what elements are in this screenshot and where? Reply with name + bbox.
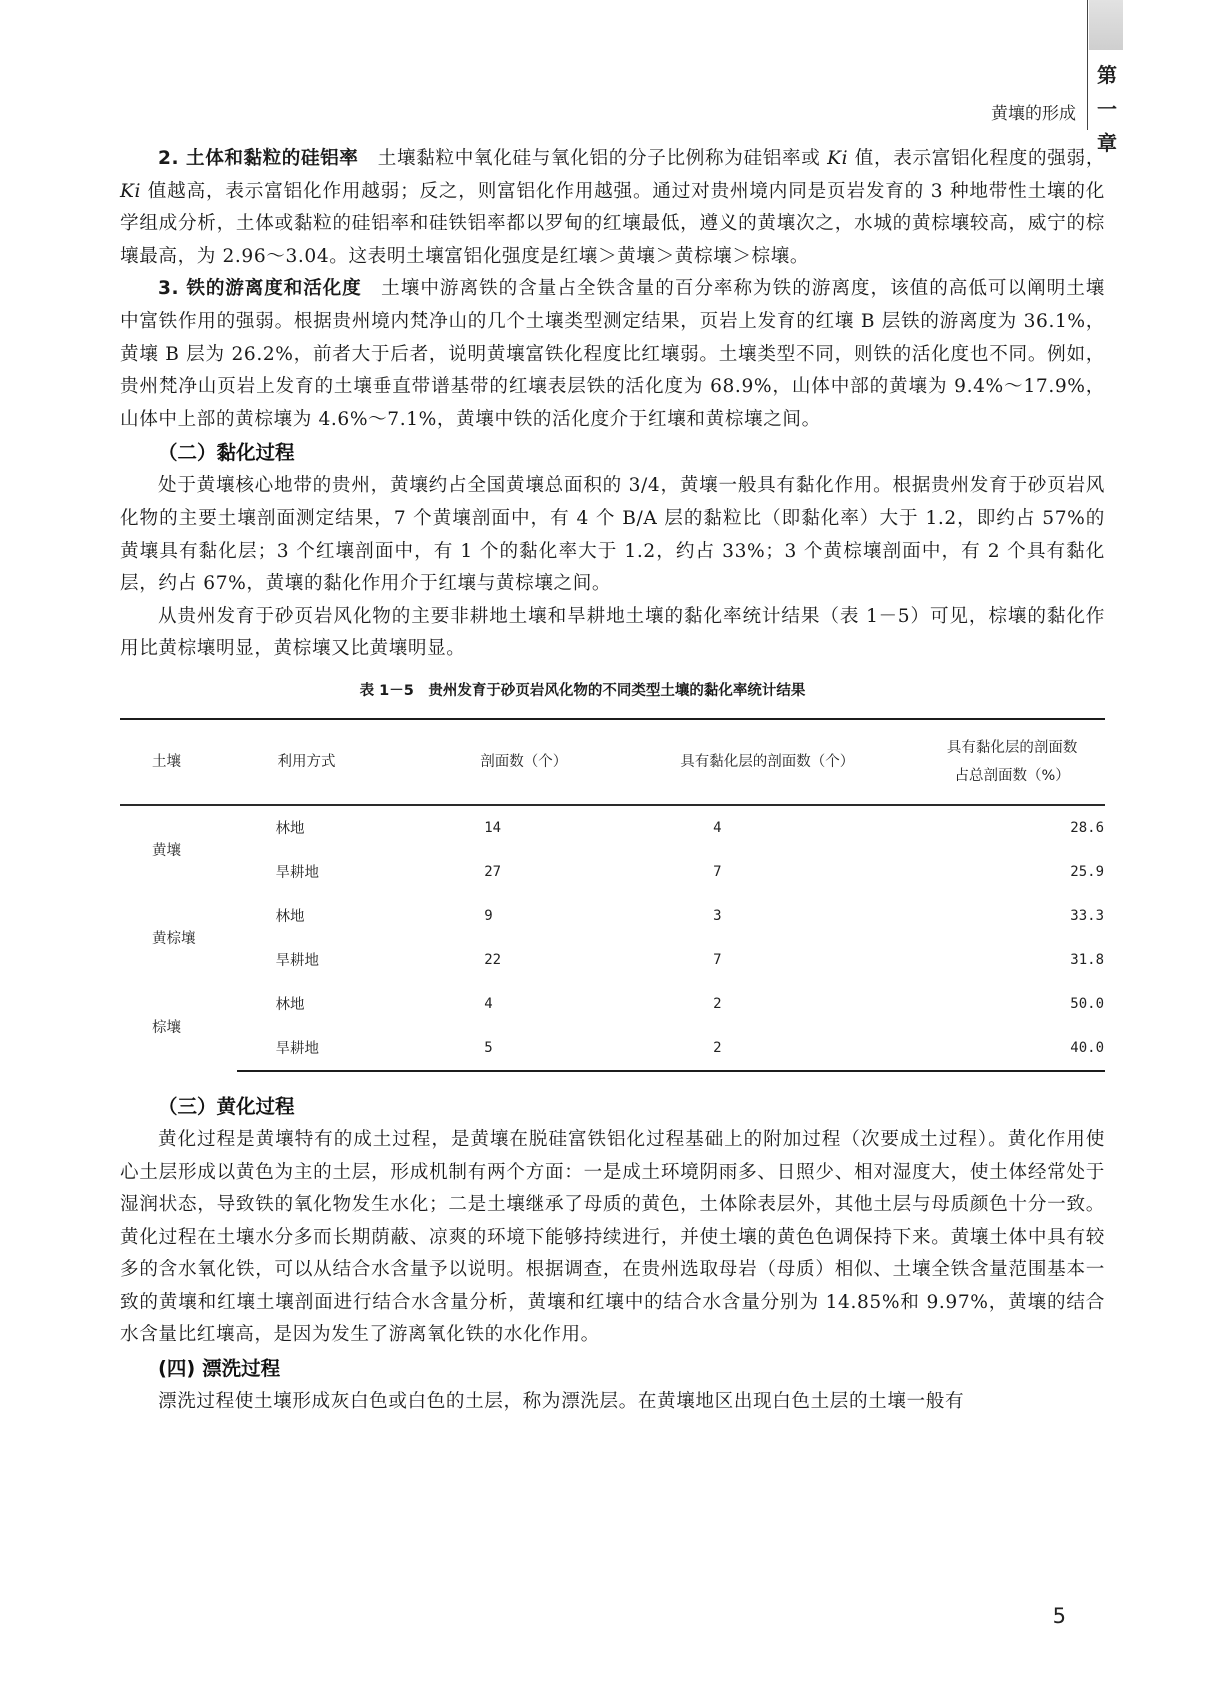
header-vertical-rule (1087, 0, 1088, 130)
paragraph-clay-1: 处于黄壤核心地带的贵州，黄壤约占全国黄壤总面积的 3/4，黄壤一般具有黏化作用。根据贵州发育于砂页岩风化物的主要土壤剖面测定结果，7 个黄壤剖面中，有 4 个 B/A 层的黏粒比（即黏化率）大于 1.2，即约占 57%的黄壤具有黏化层；3 个红壤剖面中，有 1 个的黏化率大于 1.2，约占 33%；3 个黄棕壤剖面中，有 2 个具有黏化层，约占 67%，黄壤的黏化作用介于红壤与黄棕壤之间。 (120, 475, 1105, 595)
col-header-clay-profiles: 具有黏化层的剖面数（个） (615, 719, 920, 805)
table-row (120, 982, 1105, 1026)
table-header-row (120, 719, 1105, 805)
chapter-tab-char: 第 (1097, 63, 1117, 87)
section-heading-yellowing: （三）黄化过程 (158, 1094, 295, 1118)
cell-clay-profiles: 4 (713, 819, 722, 836)
paragraph-silica-alumina (120, 143, 1105, 273)
cell-use: 林地 (275, 909, 305, 926)
col-header-percent-line1: 具有黏化层的剖面数 (946, 739, 1078, 756)
cell-percent: 28.6 (1070, 819, 1104, 836)
cell-clay-profiles: 2 (713, 995, 722, 1012)
cell-clay-profiles: 2 (615, 1026, 920, 1071)
cell-percent: 33.3 (1070, 907, 1104, 924)
paragraph-text: 值，表示富铝化程度的强弱， (848, 148, 1106, 169)
col-header-profiles: 剖面数（个） (420, 719, 615, 805)
section-heading-leaching: (四) 漂洗过程 (158, 1357, 281, 1381)
cell-profiles: 27 (484, 863, 502, 880)
paragraph-leaching: 漂洗过程使土壤形成灰白色或白色的土层，称为漂洗层。在黄壤地区出现白色土层的土壤一般有 (158, 1391, 965, 1413)
page-number: 5 (1052, 1604, 1066, 1628)
cell-use: 林地 (275, 821, 305, 838)
table-row (120, 1026, 1105, 1071)
paragraph-text: 值越高，表示富铝化作用越弱；反之，则富铝化作用越强。通过对贵州境内同是页岩发育的 3 种地带性土壤的化学组成分析，土体或黏粒的硅铝率和硅铁铝率都以罗甸的红壤最低，遵义的黄壤次之，水城的黄棕壤较高，威宁的棕壤最高，为 2.96～3.04。这表明土壤富铝化强度是红壤＞黄壤＞黄棕壤＞棕壤。 (120, 180, 1105, 267)
cell-percent: 31.8 (1070, 951, 1104, 968)
cell-profiles: 4 (484, 995, 493, 1012)
paragraph-text: 土壤黏粒中氧化硅与氧化铝的分子比例称为硅铝率或 (358, 148, 821, 169)
chapter-tab-char: 一 (1097, 97, 1117, 121)
table-row (120, 938, 1105, 982)
col-header-soil: 土壤 (120, 719, 237, 805)
cell-profiles: 14 (484, 819, 502, 836)
cell-clay-profiles: 3 (713, 907, 722, 924)
cell-soil: 黄棕壤 (152, 931, 196, 948)
chapter-tab-char: 章 (1097, 131, 1117, 155)
clay-rate-table (120, 718, 1105, 1072)
cell-soil: 黄壤 (152, 843, 181, 860)
running-head: 黄壤的形成 (991, 104, 1076, 124)
table-row (120, 850, 1105, 894)
paragraph-iron (120, 273, 1105, 436)
cell-clay-profiles: 7 (713, 863, 722, 880)
ki-symbol: Ki (120, 180, 142, 202)
col-header-percent-line2: 占总剖面数（%） (954, 767, 1070, 784)
cell-percent: 25.9 (1070, 863, 1104, 880)
cell-use: 旱耕地 (237, 1026, 420, 1071)
table-caption: 表 1－5 贵州发育于砂页岩风化物的不同类型土壤的黏化率统计结果 (359, 682, 806, 699)
paragraph-yellowing: 黄化过程是黄壤特有的成土过程，是黄壤在脱硅富铁铝化过程基础上的附加过程（次要成土过程）。黄化作用使心土层形成以黄色为主的土层，形成机制有两个方面：一是成土环境阴雨多、日照少、相对湿度大，使土体经常处于湿润状态，导致铁的氧化物发生水化；二是土壤继承了母质的黄色，土体除表层外，其他土层与母质颜色十分一致。黄化过程在土壤水分多而长期荫蔽、凉爽的环境下能够持续进行，并使土壤的黄色色调保持下来。黄壤土体中具有较多的含水氧化铁，可以从结合水含量予以说明。根据调查，在贵州选取母岩（母质）相似、土壤全铁含量范围基本一致的黄壤和红壤土壤剖面进行结合水含量分析，黄壤和红壤中的结合水含量分别为 14.85%和 9.97%，黄壤的结合水含量比红壤高，是因为发生了游离氧化铁的水化作用。 (120, 1128, 1105, 1346)
page-body (120, 143, 1105, 1419)
cell-use: 旱耕地 (275, 953, 319, 970)
table-row (120, 805, 1105, 850)
chapter-tab-strip (1089, 0, 1123, 50)
cell-use: 林地 (275, 997, 305, 1014)
cell-percent: 40.0 (920, 1026, 1105, 1071)
cell-profiles: 22 (484, 951, 502, 968)
cell-use: 旱耕地 (275, 865, 319, 882)
cell-profiles: 5 (420, 1026, 615, 1071)
ki-symbol: Ki (827, 148, 849, 169)
col-header-percent (920, 719, 1105, 805)
paragraph-text: 土壤中游离铁的含量占全铁含量的百分率称为铁的游离度，该值的高低可以阐明土壤中富铁作用的强弱。根据贵州境内梵净山的几个土壤类型测定结果，页岩上发育的红壤 B 层铁的游离度为 36.1%，黄壤 B 层为 26.2%，前者大于后者，说明黄壤富铁化程度比红壤弱。土壤类型不同，则铁的活化度也不同。例如，贵州梵净山页岩上发育的土壤垂直带谱基带的红壤表层铁的活化度为 68.9%，山体中部的黄壤为 9.4%～17.9%，山体中上部的黄棕壤为 4.6%～7.1%，黄壤中铁的活化度介于红壤和黄棕壤之间。 (120, 278, 1105, 430)
table-row (120, 894, 1105, 938)
cell-clay-profiles: 7 (713, 951, 722, 968)
paragraph-lead-heading: 3. 铁的游离度和活化度 (158, 278, 362, 300)
paragraph-lead-heading: 2. 土体和黏粒的硅铝率 (158, 148, 359, 169)
cell-soil: 棕壤 (152, 1019, 181, 1036)
col-header-use: 利用方式 (237, 719, 420, 805)
cell-profiles: 9 (484, 907, 493, 924)
section-heading-clay: （二）黏化过程 (158, 441, 295, 465)
cell-percent: 50.0 (1070, 995, 1104, 1012)
paragraph-clay-2: 从贵州发育于砂页岩风化物的主要非耕地土壤和旱耕地土壤的黏化率统计结果（表 1－5）可见，棕壤的黏化作用比黄棕壤明显，黄棕壤又比黄壤明显。 (120, 605, 1105, 660)
